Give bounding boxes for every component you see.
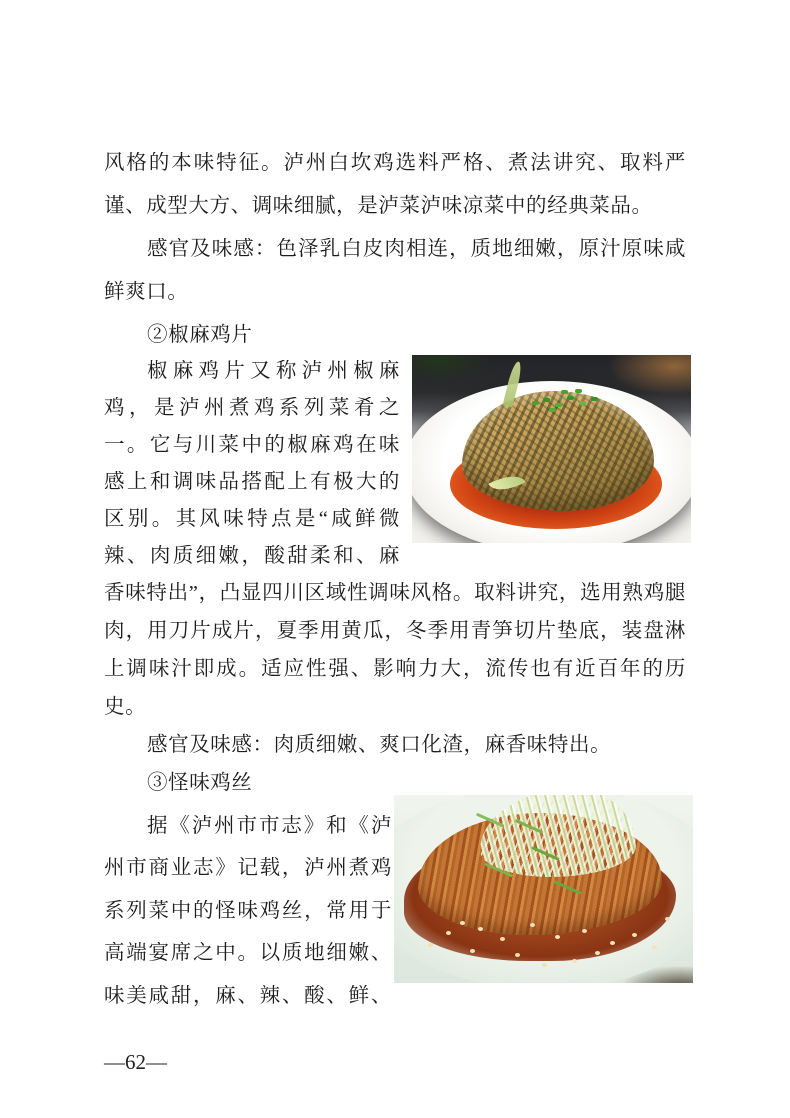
body-line: 椒麻鸡片又称泸州椒麻 [147,360,400,382]
scallion-bits [532,401,539,405]
dish-heading-guaiwei: ③怪味鸡丝 [147,772,253,794]
body-line: 鲜爽口。 [104,281,189,303]
page-number: —62— [104,1050,167,1074]
photo-guaiwei-shredded-chicken [394,795,693,983]
body-line: 感上和调味品搭配上有极大的 [104,471,400,493]
body-line: 风格的本味特征。泸州白坎鸡选料严格、煮法讲究、取料严 [104,152,686,174]
body-line: 香味特出”，凸显四川区域性调味风格。取料讲究，选用熟鸡腿 [104,582,686,604]
body-line: 史。 [104,696,147,718]
body-line: 味美咸甜，麻、辣、酸、鲜、 [104,985,392,1007]
body-line: 高端宴席之中。以质地细嫩、 [104,942,392,964]
body-line: 州市商业志》记载，泸州煮鸡 [104,857,392,879]
sesame-seeds [460,921,465,925]
body-line: 谨、成型大方、调味细腻，是泸菜泸味凉菜中的经典菜品。 [104,195,653,217]
body-line: 系列菜中的怪味鸡丝，常用于 [104,900,392,922]
body-line: 区别。其风味特点是“咸鲜微 [104,508,400,530]
body-line: 感官及味感：色泽乳白皮肉相连，质地细嫩，原汁原味咸 [147,238,686,260]
photo-jiaoma-chicken [412,355,691,543]
body-line: 辣、肉质细嫩，酸甜柔和、麻 [104,545,400,567]
body-line: 鸡，是泸州煮鸡系列菜肴之 [104,397,400,419]
body-line: 肉，用刀片成片，夏季用黄瓜，冬季用青笋切片垫底，装盘淋 [104,620,686,642]
body-line: 一。它与川菜中的椒麻鸡在味 [104,434,400,456]
body-line: 据《泸州市市志》和《泸 [147,815,392,837]
dish-heading-jiaoma: ②椒麻鸡片 [147,324,253,346]
body-line: 感官及味感：肉质细嫩、爽口化渣，麻香味特出。 [147,734,612,756]
body-line: 上调味汁即成。适应性强、影响力大，流传也有近百年的历 [104,658,686,680]
